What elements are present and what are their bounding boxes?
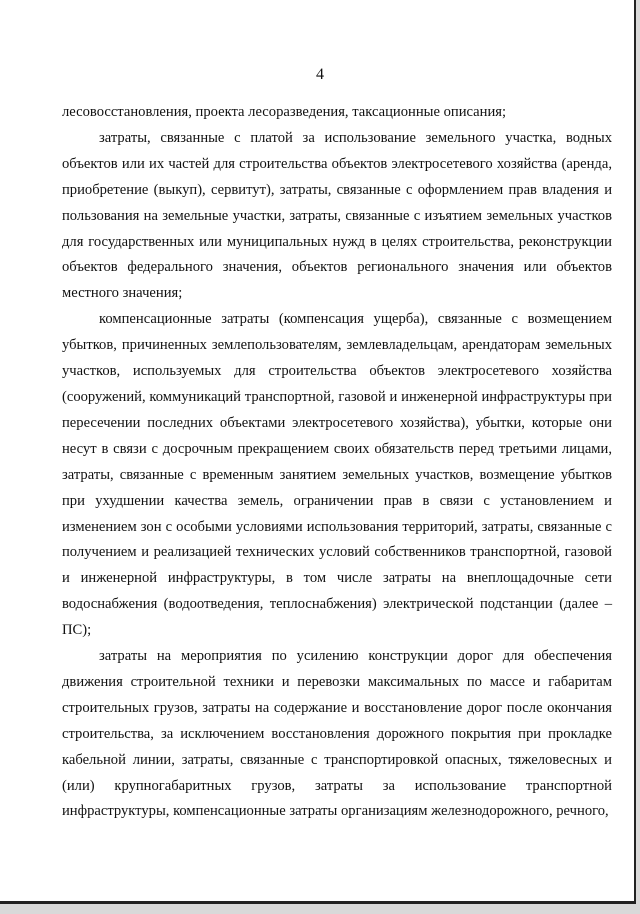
- paragraph-compensation-costs: компенсационные затраты (компенсация ущерба), связанные с возмещением убытков, причиненных землепользователям, землевладельцам, арендаторам земельных участков, используемых для строительства объектов электросетевого хозяйства (сооружений, коммуникаций транспортной, газовой и инженерной инфраструктуры при пересечении последних объектами электросетевого хозяйства), убытки, которые они несут в связи с досрочным прекращением своих обязательств перед третьими лицами, затраты, связанные с временным занятием земельных участков, возмещение убытков при ухудшении качества земель, ограничении прав в связи с установлением и изменением зон с особыми условиями использования территорий, затраты, связанные с получением и реализацией технических условий собственников транспортной, газовой и инженерной инфраструктуры, в том числе затраты на внеплощадочные сети водоснабжения (водоотведения, теплоснабжения) электрической подстанции (далее – ПС);: [62, 311, 612, 639]
- paragraph-road-costs: затраты на мероприятия по усилению конструкции дорог для обеспечения движения строительной техники и перевозки максимальных по массе и габаритам строительных грузов, затраты на содержание и восстановление дорог после окончания строительства, за исключением восстановления дорожного покрытия при прокладке кабельной линии, затраты, связанные с транспортировкой опасных, тяжеловесных и (или) крупногабаритных грузов, затраты за использование транспортной инфраструктуры, компенсационные затраты организациям железнодорожного, речного,: [62, 648, 612, 820]
- page-number: 4: [316, 66, 324, 83]
- paragraph-continuation: лесовосстановления, проекта лесоразведения, таксационные описания;: [62, 104, 507, 120]
- paragraph-land-use-costs: затраты, связанные с платой за использование земельного участка, водных объектов или их частей для строительства объектов электросетевого хозяйства (аренда, приобретение (выкуп), сервитут), затраты, связанные с оформлением прав владения и пользования на земельные участки, затраты, связанные с изъятием земельных участков для государственных или муниципальных нужд в целях строительства, реконструкции объектов федерального значения, объектов регионального значения или объектов местного значения;: [62, 129, 612, 302]
- document-body: [62, 100, 612, 825]
